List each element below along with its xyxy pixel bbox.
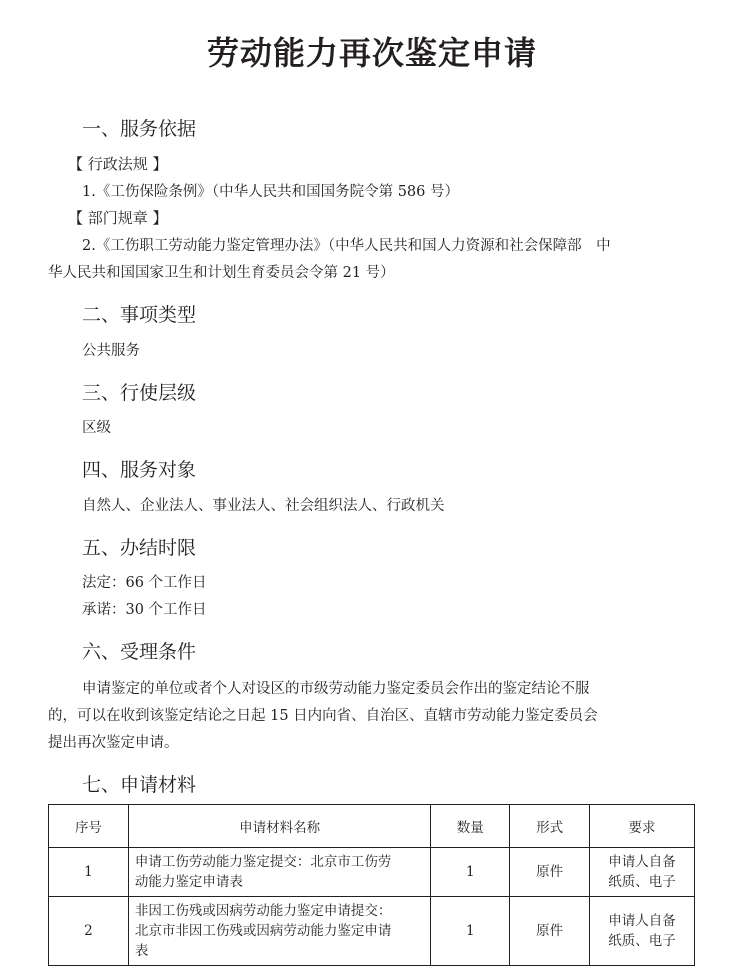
target-text: 自然人、企业法人、事业法人、社会组织法人、行政机关 [82,498,445,514]
cell-no: 2 [49,897,129,966]
level-text: 区级 [82,420,111,436]
cell-req-line: 纸质、电子 [608,874,676,890]
section-heading-target: 四、服务对象 [82,459,197,481]
section-heading-level: 三、行使层级 [82,382,197,404]
time-limit-legal: 法定：66 个工作日 [82,575,207,591]
cell-name-line: 非因工伤残或因病劳动能力鉴定申请提交： [134,903,392,919]
cell-name [128,848,430,897]
table-row [49,848,695,897]
cell-qty: 1 [431,897,510,966]
basis-item-2-line2: 华人民共和国国家卫生和计划生育委员会令第 21 号） [48,265,395,281]
cell-name-line: 动能力鉴定申请表 [134,874,243,890]
tag-department-rules: 【 部门规章 】 [68,209,168,227]
cell-name-line: 北京市非因工伤残或因病劳动能力鉴定申请 [134,923,392,939]
tag-admin-regulations: 【 行政法规 】 [68,155,168,173]
section-heading-time-limit: 五、办结时限 [82,537,197,559]
cell-name [128,897,430,966]
header-form: 形式 [510,805,590,848]
time-limit-promise: 承诺：30 个工作日 [82,602,207,618]
page-title: 劳动能力再次鉴定申请 [206,34,537,72]
section-heading-basis: 一、服务依据 [82,118,197,140]
cell-form: 原件 [510,897,590,966]
cell-req-line: 纸质、电子 [608,933,676,949]
table-row [49,897,695,966]
type-text: 公共服务 [82,343,140,359]
cell-no: 1 [49,848,129,897]
cell-req-line: 申请人自备 [608,854,676,870]
materials-table [48,804,695,966]
header-qty: 数量 [431,805,510,848]
cell-form: 原件 [510,848,590,897]
cell-requirement [590,897,695,966]
table-header-row [49,805,695,848]
cell-name-line: 申请工伤劳动能力鉴定提交：北京市工伤劳 [134,854,392,870]
conditions-line-3: 提出再次鉴定申请。 [48,735,179,751]
conditions-line-1: 申请鉴定的单位或者个人对设区的市级劳动能力鉴定委员会作出的鉴定结论不服 [82,681,590,697]
cell-req-line: 申请人自备 [608,913,676,929]
section-heading-type: 二、事项类型 [82,304,197,326]
header-no: 序号 [49,805,129,848]
section-heading-conditions: 六、受理条件 [82,641,197,663]
basis-item-2-line1: 2.《工伤职工劳动能力鉴定管理办法》（中华人民共和国人力资源和社会保障部 中 [82,238,611,254]
cell-requirement [590,848,695,897]
header-name: 申请材料名称 [128,805,430,848]
cell-qty: 1 [431,848,510,897]
section-heading-materials: 七、申请材料 [82,774,197,796]
header-requirement: 要求 [590,805,695,848]
cell-name-line: 表 [134,943,149,959]
basis-item-1: 1.《工伤保险条例》（中华人民共和国国务院令第 586 号） [82,184,459,200]
conditions-line-2: 的，可以在收到该鉴定结论之日起 15 日内向省、自治区、直辖市劳动能力鉴定委员会 [48,708,598,724]
